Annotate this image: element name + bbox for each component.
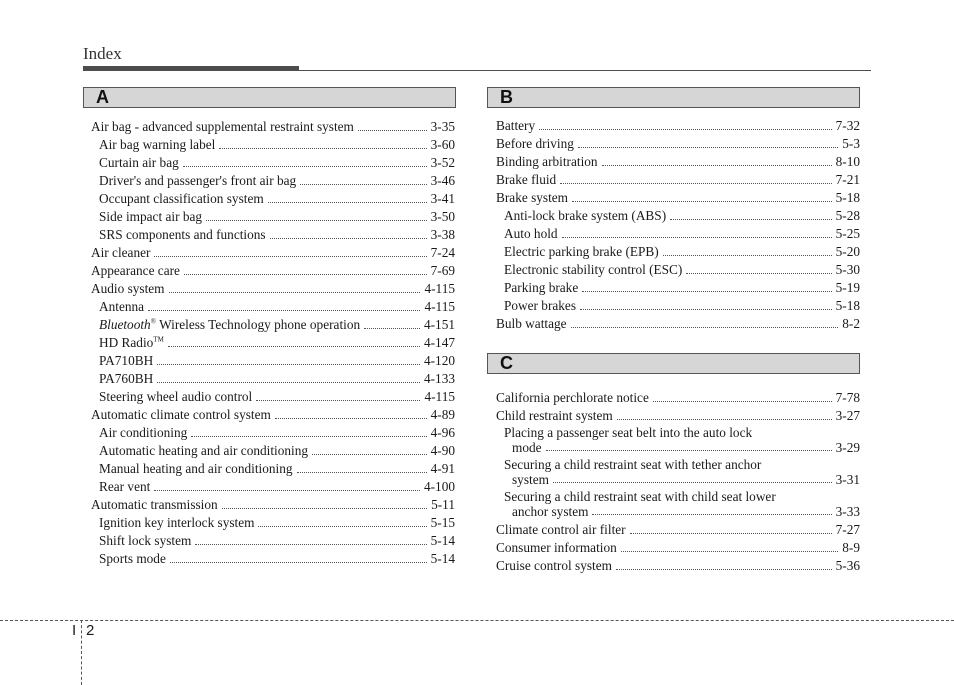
- dot-leader: [663, 255, 832, 256]
- section-header-a: [83, 87, 456, 108]
- trademark-mark: TM: [153, 335, 164, 344]
- dot-leader: [268, 202, 427, 203]
- dot-leader: [157, 382, 420, 383]
- index-entry: [91, 550, 455, 568]
- index-entry: [496, 207, 860, 225]
- dot-leader: [312, 454, 427, 455]
- index-entry-label-continued: anchor system: [512, 504, 589, 519]
- index-entry-label: Air cleaner: [91, 245, 151, 260]
- index-entry: [91, 460, 455, 478]
- index-entry: [91, 280, 455, 298]
- index-entry-label: Electronic stability control (ESC): [504, 262, 683, 277]
- dot-leader: [560, 183, 831, 184]
- index-entry-label: Air bag - advanced supplemental restraint system: [91, 119, 354, 134]
- section-letter-a: A: [96, 87, 109, 107]
- index-entry: [91, 298, 455, 316]
- index-entry: [496, 457, 860, 489]
- dot-leader: [170, 562, 427, 563]
- dot-leader: [358, 130, 427, 131]
- index-entry-page: 3-52: [430, 155, 455, 170]
- index-entry-page: 3-60: [430, 137, 455, 152]
- dot-leader: [580, 309, 832, 310]
- dot-leader: [148, 310, 420, 311]
- index-entry-page: 4-120: [423, 353, 455, 368]
- index-entry-page: 7-21: [835, 172, 860, 187]
- trademark-mark: ®: [150, 317, 157, 326]
- index-entry: [91, 532, 455, 550]
- index-entry: [496, 407, 860, 425]
- index-entry-page: 4-90: [430, 443, 455, 458]
- index-entry: [496, 425, 860, 457]
- index-entry-label: California perchlorate notice: [496, 390, 649, 405]
- dot-leader: [195, 544, 426, 545]
- index-entry-label: Rear vent: [99, 479, 151, 494]
- index-entry: [91, 190, 455, 208]
- index-entry: [496, 243, 860, 261]
- index-entry-label: Power brakes: [504, 298, 577, 313]
- index-entry-page: 7-24: [430, 245, 455, 260]
- section-header-b: [487, 87, 860, 108]
- dot-leader: [630, 533, 832, 534]
- index-entry-page: 5-18: [835, 190, 860, 205]
- dot-leader: [275, 418, 427, 419]
- index-entry: [496, 225, 860, 243]
- index-entry-page: 4-115: [424, 299, 455, 314]
- index-entry-label: Steering wheel audio control: [99, 389, 253, 404]
- index-entry-label: PA710BH: [99, 353, 154, 368]
- index-column-c: [496, 389, 860, 575]
- index-entry: [496, 117, 860, 135]
- dot-leader: [653, 401, 832, 402]
- index-entry-continuation: [496, 472, 860, 487]
- index-entry: [91, 388, 455, 406]
- index-entry-page: 8-9: [842, 540, 860, 555]
- index-entry-page: 4-91: [430, 461, 455, 476]
- index-entry: [91, 262, 455, 280]
- index-entry-page: 5-20: [835, 244, 860, 259]
- index-entry-label: Manual heating and air conditioning: [99, 461, 293, 476]
- index-entry-page: 5-28: [835, 208, 860, 223]
- dot-leader: [364, 328, 420, 329]
- index-entry-label: Auto hold: [504, 226, 558, 241]
- index-entry: [496, 521, 860, 539]
- index-entry-page: 5-14: [430, 533, 455, 548]
- index-entry: [91, 226, 455, 244]
- index-entry-page: 8-10: [835, 154, 860, 169]
- index-entry-page: 5-3: [842, 136, 860, 151]
- index-entry-label: [99, 334, 164, 352]
- index-entry: [91, 370, 455, 388]
- footer-page-number: 2: [86, 622, 95, 639]
- index-entry-label: Curtain air bag: [99, 155, 179, 170]
- index-entry-label: Occupant classification system: [99, 191, 264, 206]
- index-entry: [91, 154, 455, 172]
- index-entry-label: Audio system: [91, 281, 165, 296]
- dot-leader: [270, 238, 427, 239]
- index-entry-page: 5-18: [835, 298, 860, 313]
- index-entry-label: Appearance care: [91, 263, 180, 278]
- index-entry-page: 5-14: [430, 551, 455, 566]
- index-column-b: [496, 117, 860, 333]
- dot-leader: [602, 165, 832, 166]
- dot-leader: [258, 526, 426, 527]
- index-entry-label: Climate control air filter: [496, 522, 626, 537]
- index-entry-page: 4-147: [423, 335, 455, 350]
- index-entry-page: 4-89: [430, 407, 455, 422]
- index-entry-label: Electric parking brake (EPB): [504, 244, 659, 259]
- index-entry-label: Securing a child restraint seat with child seat lower: [504, 489, 776, 504]
- index-entry-label-main: Bluetooth: [99, 317, 151, 332]
- dot-leader: [297, 472, 427, 473]
- index-entry-page: 5-36: [835, 558, 860, 573]
- index-entry-label: Binding arbitration: [496, 154, 598, 169]
- index-entry-page: 4-100: [423, 479, 455, 494]
- index-entry: [496, 189, 860, 207]
- index-entry-page: 4-115: [424, 281, 455, 296]
- index-entry: [496, 389, 860, 407]
- index-entry: [91, 514, 455, 532]
- index-entry-page: 3-35: [430, 119, 455, 134]
- index-entry: [496, 297, 860, 315]
- index-entry-page: 3-46: [430, 173, 455, 188]
- index-entry-label: Consumer information: [496, 540, 617, 555]
- index-entry-page: 4-96: [430, 425, 455, 440]
- index-entry-label: Battery: [496, 118, 536, 133]
- index-entry-label: Placing a passenger seat belt into the auto lock: [504, 425, 753, 440]
- index-entry: [91, 496, 455, 514]
- index-entry: [91, 478, 455, 496]
- index-entry: [91, 352, 455, 370]
- index-entry-page: 5-19: [835, 280, 860, 295]
- dot-leader: [539, 129, 831, 130]
- index-entry-page: 5-15: [430, 515, 455, 530]
- index-entry-label: Automatic heating and air conditioning: [99, 443, 309, 458]
- index-entry-label: Antenna: [99, 299, 145, 314]
- index-entry: [496, 279, 860, 297]
- index-entry: [496, 171, 860, 189]
- dot-leader: [219, 148, 426, 149]
- index-entry-label: Cruise control system: [496, 558, 612, 573]
- index-entry-page: 5-30: [835, 262, 860, 277]
- dot-leader: [154, 256, 426, 257]
- header-rule-thin: [83, 70, 871, 71]
- dot-leader: [578, 147, 838, 148]
- index-entry-label: Air bag warning label: [99, 137, 216, 152]
- dot-leader: [686, 273, 831, 274]
- dot-leader: [169, 292, 421, 293]
- index-entry-page: 4-151: [423, 317, 455, 332]
- dot-leader: [571, 327, 839, 328]
- index-entry-label: Driver's and passenger's front air bag: [99, 173, 297, 188]
- index-entry: [496, 261, 860, 279]
- index-entry-page: 7-78: [835, 390, 860, 405]
- index-entry-label-main: HD Radio: [99, 335, 154, 350]
- index-entry-page: 3-31: [835, 472, 860, 487]
- index-entry: [91, 406, 455, 424]
- index-entry-label: Brake fluid: [496, 172, 557, 187]
- section-letter-c: C: [500, 353, 513, 373]
- index-entry: [91, 244, 455, 262]
- index-entry: [91, 442, 455, 460]
- index-entry-page: 7-27: [835, 522, 860, 537]
- dot-leader: [546, 450, 832, 451]
- dot-leader: [553, 482, 832, 483]
- dot-leader: [616, 569, 832, 570]
- index-entry-label: Parking brake: [504, 280, 579, 295]
- dot-leader: [617, 419, 832, 420]
- index-entry-label: Bulb wattage: [496, 316, 567, 331]
- dot-leader: [222, 508, 427, 509]
- index-entry: [496, 539, 860, 557]
- dot-leader: [300, 184, 426, 185]
- dot-leader: [157, 364, 420, 365]
- index-entry-page: 7-32: [835, 118, 860, 133]
- footer-section-label: I: [72, 622, 77, 639]
- dot-leader: [206, 220, 427, 221]
- index-entry-label: SRS components and functions: [99, 227, 266, 242]
- index-entry-continuation: [496, 504, 860, 519]
- index-entry-label: Shift lock system: [99, 533, 192, 548]
- index-entry-label: Before driving: [496, 136, 574, 151]
- dot-leader: [621, 551, 839, 552]
- index-entry-continuation: [496, 440, 860, 455]
- index-entry: [91, 424, 455, 442]
- index-column-a: [91, 118, 455, 568]
- footer-dashed-rule: [0, 620, 954, 621]
- index-entry-label: Anti-lock brake system (ABS): [504, 208, 667, 223]
- index-entry-page: 3-29: [835, 440, 860, 455]
- index-entry: [91, 172, 455, 190]
- dot-leader: [562, 237, 832, 238]
- index-entry-label: Sports mode: [99, 551, 166, 566]
- index-entry-label: PA760BH: [99, 371, 154, 386]
- index-entry: [496, 153, 860, 171]
- index-entry: [91, 316, 455, 334]
- index-entry: [496, 557, 860, 575]
- index-entry-page: 3-50: [430, 209, 455, 224]
- index-entry-label-continued: mode: [512, 440, 542, 455]
- dot-leader: [592, 514, 831, 515]
- dot-leader: [168, 346, 420, 347]
- dot-leader: [191, 436, 426, 437]
- index-entry-page: 3-41: [430, 191, 455, 206]
- index-entry: [496, 135, 860, 153]
- index-entry-label: Securing a child restraint seat with tether anchor: [504, 457, 762, 472]
- index-entry-label: Side impact air bag: [99, 209, 203, 224]
- index-entry-label: Child restraint system: [496, 408, 613, 423]
- index-entry: [91, 136, 455, 154]
- index-entry-label-continued: system: [512, 472, 549, 487]
- index-entry-page: 5-11: [431, 497, 455, 512]
- dot-leader: [582, 291, 831, 292]
- index-entry-label: Ignition key interlock system: [99, 515, 255, 530]
- index-entry-label: Automatic transmission: [91, 497, 218, 512]
- index-entry-label: Air conditioning: [99, 425, 188, 440]
- index-entry-page: 4-133: [423, 371, 455, 386]
- dot-leader: [184, 274, 427, 275]
- dot-leader: [256, 400, 420, 401]
- index-entry: [91, 334, 455, 352]
- index-entry-page: 5-25: [835, 226, 860, 241]
- index-entry: [91, 208, 455, 226]
- index-entry: [496, 315, 860, 333]
- index-entry-label: Automatic climate control system: [91, 407, 271, 422]
- index-entry-label: [99, 316, 360, 334]
- index-entry: [496, 489, 860, 521]
- index-entry-page: 4-115: [424, 389, 455, 404]
- index-entry-page: 3-27: [835, 408, 860, 423]
- index-entry-label-rest: Wireless Technology phone operation: [156, 317, 361, 332]
- section-header-c: [487, 353, 860, 374]
- dot-leader: [183, 166, 427, 167]
- index-entry-page: 8-2: [842, 316, 860, 331]
- index-entry-label: Brake system: [496, 190, 569, 205]
- index-entry: [91, 118, 455, 136]
- section-letter-b: B: [500, 87, 513, 107]
- index-entry-page: 7-69: [430, 263, 455, 278]
- dot-leader: [154, 490, 420, 491]
- footer-dashed-divider: [81, 620, 82, 685]
- index-entry-page: 3-33: [835, 504, 860, 519]
- index-entry-page: 3-38: [430, 227, 455, 242]
- dot-leader: [670, 219, 832, 220]
- dot-leader: [572, 201, 832, 202]
- page-title: Index: [83, 44, 122, 63]
